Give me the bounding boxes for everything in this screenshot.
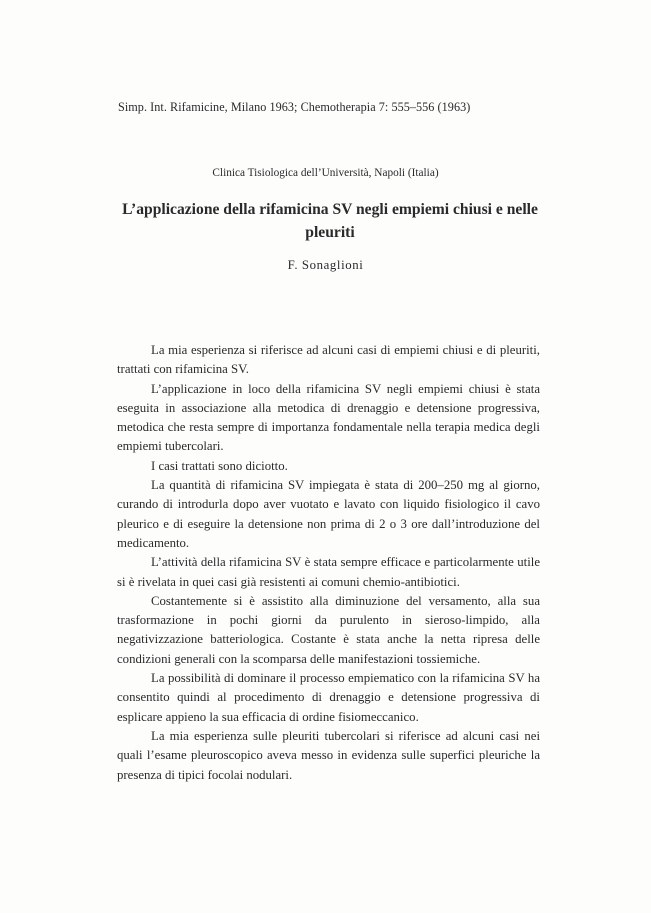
article-title: L’applicazione della rifamicina SV negli empiemi chiusi e nelle pleuriti (122, 201, 538, 241)
body-paragraph: Costantemente si è assistito alla diminuzione del versamento, alla sua trasformazione in pochi giorni da purulento in sieroso-limpido, alla negativizzazione batteriologica. Costante è stata anche la netta ripresa delle condizioni generali con la scomparsa delle manifestazioni tossiemiche. (117, 593, 540, 666)
body-paragraph: L’applicazione in loco della rifamicina SV negli empiemi chiusi è stata eseguita in associazione alla metodica di drenaggio e detensione progressiva, metodica che resta sempre di importanza fondamentale nella terapia medica degli empiemi tubercolari. (117, 381, 540, 454)
body-paragraph: La quantità di rifamicina SV impiegata è stata di 200–250 mg al giorno, curando di introdurla dopo aver vuotato e lavato con liquido fisiologico il cavo pleurico e di eseguire la detensione non prima di 2 o 3 ore dall’introduzione del medicamento. (117, 478, 540, 550)
author-name: F. Sonaglioni (287, 258, 364, 272)
article-body (117, 341, 540, 785)
body-paragraph: La mia esperienza sulle pleuriti tubercolari si riferisce ad alcuni casi nei quali l’esame pleuroscopico aveva messo in evidenza sulle superfici pleuriche la presenza di tipici focolai nodulari. (117, 728, 540, 782)
author-affiliation: Clinica Tisiologica dell’Università, Napoli (Italia) (212, 167, 439, 179)
body-paragraph: La mia esperienza si riferisce ad alcuni casi di empiemi chiusi e di pleuriti, trattati con rifamicina SV. (117, 343, 540, 377)
body-paragraph: L’attività della rifamicina SV è stata sempre efficace e particolarmente utile si è rivelata in quei casi già resistenti ai comuni chemio-antibiotici. (117, 555, 540, 589)
body-paragraph: La possibilità di dominare il processo empiematico con la rifamicina SV ha consentito quindi al procedimento di drenaggio e detensione progressiva di esplicare appieno la sua efficacia di ordine fisiomeccanico. (117, 671, 540, 724)
journal-citation: Simp. Int. Rifamicine, Milano 1963; Chemotherapia 7: 555–556 (1963) (118, 100, 471, 114)
body-paragraph: I casi trattati sono diciotto. (151, 458, 288, 473)
